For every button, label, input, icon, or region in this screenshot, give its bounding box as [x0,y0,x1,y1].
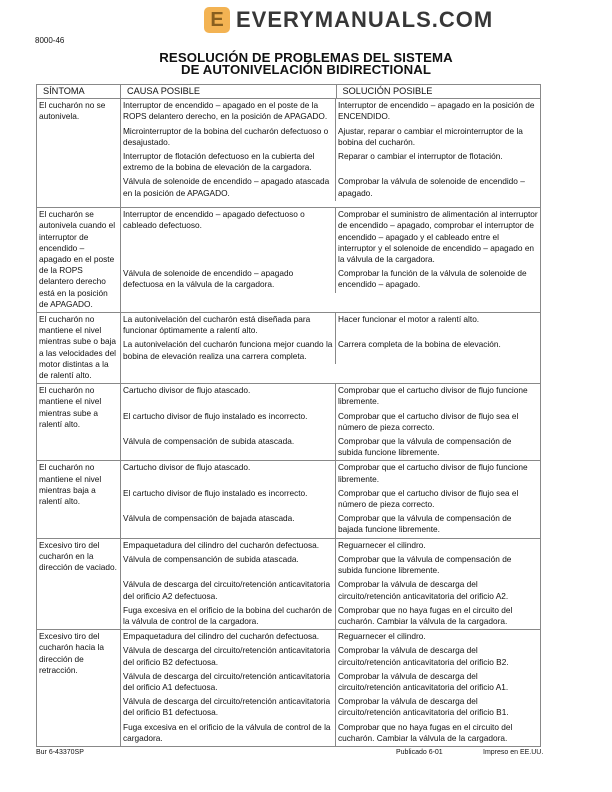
cause-solution-pair [121,267,540,292]
possible-solution: Comprobar que el cartucho divisor de flujo funcione libremente. [338,385,528,407]
table-row [37,313,541,384]
possible-cause: Empaquetadura del cilindro del cucharón defectuosa. [121,539,336,553]
possible-solution: Comprobar la función de la válvula de solenoide de encendido – apagado. [338,268,527,290]
possible-cause: Empaquetadura del cilindro del cucharón defectuosa. [121,630,336,644]
possible-solution: Comprobar la válvula de descarga del circuito/retención anticavitatoria del orificio B2. [338,645,509,667]
cause-solution-pair [121,630,540,644]
possible-solution: Carrera completa de la bobina de elevación. [338,339,501,350]
cause-solution-pair [121,539,540,553]
possible-solution: Comprobar que el cartucho divisor de flujo sea el número de pieza correcto. [338,410,519,432]
cause-solution-cell [121,630,541,747]
cause-solution-pair [121,175,540,200]
possible-solution: Comprobar la válvula de descarga del circuito/retención anticavitatoria del orificio A1. [338,670,509,692]
cause-solution-pair [121,208,540,267]
possible-cause: Válvula de solenoide de encendido – apagado defectuosa en la válvula de la cargadora. [121,267,336,292]
page-title [0,52,612,76]
possible-cause: Cartucho divisor de flujo atascado. [121,384,336,409]
troubleshooting-table [36,84,541,747]
possible-cause: Válvula de solenoide de encendido – apagado atascada en la posición de APAGADO. [121,175,336,200]
symptom-cell: El cucharón no mantiene el nivel mientras baja a ralentí alto. [37,461,121,538]
cause-solution-pair [121,512,540,537]
cause-solution-cell [121,313,541,384]
possible-cause: Válvula de compensación de bajada atascada. [121,512,336,537]
cause-solution-cell [121,538,541,629]
possible-cause: Interruptor de flotación defectuoso en la cubierta del extremo de la bobina de elevación de la cargadora. [121,150,336,175]
table-header-row [37,85,541,99]
title-line-1: RESOLUCIÓN DE PROBLEMAS DEL SISTEMA [159,50,453,65]
possible-cause: Cartucho divisor de flujo atascado. [121,461,336,486]
possible-solution: Reguarnecer el cilindro. [338,539,426,550]
cause-solution-pair [121,553,540,578]
header-solution: SOLUCIÓN POSIBLE [336,85,541,99]
possible-solution: Reparar o cambiar el interruptor de flotación. [338,151,503,162]
possible-cause: Fuga excesiva en el orificio de la bobina del cucharón de la válvula de control de la cargadora. [121,604,336,629]
table-row [37,384,541,461]
possible-solution: Interruptor de encendido – apagado en la posición de ENCENDIDO. [338,100,535,122]
possible-solution: Comprobar la válvula de solenoide de encendido – apagado. [338,176,525,198]
table-row [37,538,541,629]
table-row [37,630,541,747]
cause-solution-pair [121,125,540,150]
possible-solution: Ajustar, reparar o cambiar el microinterruptor de la bobina del cucharón. [338,125,523,147]
table-row [37,99,541,208]
cause-solution-cell [121,461,541,538]
cause-solution-pair [121,695,540,720]
cause-solution-cell [121,384,541,461]
possible-solution: Comprobar que el cartucho divisor de flujo sea el número de pieza correcto. [338,487,519,510]
possible-cause: La autonivelación del cucharón está diseñada para funcionar óptimamente a ralentí alto. [121,313,336,338]
possible-solution: Reguarnecer el cilindro. [338,631,426,642]
cause-solution-pair [121,487,540,512]
header-symptom: SÍNTOMA [37,85,121,99]
possible-solution: Hacer funcionar el motor a ralentí alto. [338,314,480,325]
cause-solution-pair [121,150,540,175]
cause-solution-pair [121,99,540,124]
possible-cause: Interruptor de encendido – apagado en el poste de la ROPS delantero derecho, en la posición de APAGADO. [121,99,336,124]
possible-cause: Válvula de compensación de subida atascada. [121,435,336,460]
possible-solution: Comprobar el suministro de alimentación al interruptor de encendido – apagado, comprobar el interruptor de encendido – apagado y el cableado entre el interruptor y el solenoide de encendido – apagado en la válvula de la cargadora. [338,209,538,265]
cause-solution-pair [121,461,540,486]
cause-solution-pair [121,604,540,629]
possible-cause: El cartucho divisor de flujo instalado es incorrecto. [121,410,336,435]
possible-solution: Comprobar que no haya fugas en el circuito del cucharón. Cambiar la válvula de la cargadora. [338,721,513,743]
symptom-cell: Excesivo tiro del cucharón hacia la dirección de retracción. [37,630,121,747]
possible-cause: Válvula de descarga del circuito/retención anticavitatoria del orificio B2 defectuosa. [121,644,336,669]
cause-solution-pair [121,313,540,338]
symptom-cell: Excesivo tiro del cucharón en la dirección de vaciado. [37,538,121,629]
cause-solution-pair [121,670,540,695]
possible-cause: Fuga excesiva en el orificio de la válvula de control de la cargadora. [121,721,336,746]
footer-printed: Impreso en EE.UU. [483,749,544,756]
cause-solution-cell [121,99,541,208]
symptom-cell: El cucharón no mantiene el nivel mientras sube a ralentí alto. [37,384,121,461]
possible-cause: La autonivelación del cucharón funciona mejor cuando la bobina de elevación realiza una carrera completa. [121,338,336,363]
table-body [37,99,541,747]
possible-solution: Comprobar que la válvula de compensación de subida funcione libremente. [338,553,512,576]
possible-solution: Comprobar que la válvula de compensación de bajada funcione libremente. [338,513,512,535]
possible-cause: Microinterruptor de la bobina del cucharón defectuoso o desajustado. [121,125,336,150]
possible-cause: El cartucho divisor de flujo instalado es incorrecto. [121,487,336,512]
symptom-cell: El cucharón no mantiene el nivel mientras sube o baja a las velocidades del motor distintas a la de ralentí alto. [37,313,121,384]
possible-cause: Válvula de descarga del circuito/retención anticavitatoria del orificio A1 defectuosa. [121,670,336,695]
cause-solution-pair [121,384,540,409]
symptom-cell: El cucharón no se autonivela. [37,99,121,208]
possible-solution: Comprobar que la válvula de compensación de subida funcione libremente. [338,436,512,458]
possible-solution: Comprobar la válvula de descarga del circuito/retención anticavitatoria del orificio B1. [338,696,509,718]
cause-solution-pair [121,410,540,435]
footer-published: Publicado 6-01 [396,749,443,756]
cause-solution-cell [121,208,541,313]
possible-cause: Válvula de descarga del circuito/retención anticavitatoria del orificio A2 defectuosa. [121,578,336,603]
watermark-logo-icon: E [204,7,230,33]
cause-solution-pair [121,721,540,746]
possible-cause: Interruptor de encendido – apagado defectuoso o cableado defectuoso. [121,208,336,267]
table-row [37,461,541,538]
footer-doc-id: Bur 6-43370SP [36,749,84,756]
document-number: 8000-46 [35,36,65,45]
table-row [37,208,541,313]
possible-cause: Válvula de compensanción de subida atascada. [121,553,336,578]
cause-solution-pair [121,338,540,363]
symptom-cell: El cucharón se autonivela cuando el interruptor de encendido – apagado en el poste de la ROPS delantero derecho está en la posición de APAGADO. [37,208,121,313]
possible-solution: Comprobar que el cartucho divisor de flujo funcione libremente. [338,462,528,484]
cause-solution-pair [121,435,540,460]
possible-cause: Válvula de descarga del circuito/retención anticavitatoria del orificio B1 defectuosa. [121,695,336,720]
header-cause: CAUSA POSIBLE [121,85,337,99]
possible-solution: Comprobar la válvula de descarga del circuito/retención anticavitatoria del orificio A2. [338,579,509,601]
cause-solution-pair [121,578,540,603]
watermark: EVERYMANUALS.COM [236,7,494,32]
title-line-2: DE AUTONIVELACIÓN BIDIRECTIONAL [180,62,431,77]
cause-solution-pair [121,644,540,669]
possible-solution: Comprobar que no haya fugas en el circuito del cucharón. Cambiar la válvula de la cargadora. [338,604,513,626]
